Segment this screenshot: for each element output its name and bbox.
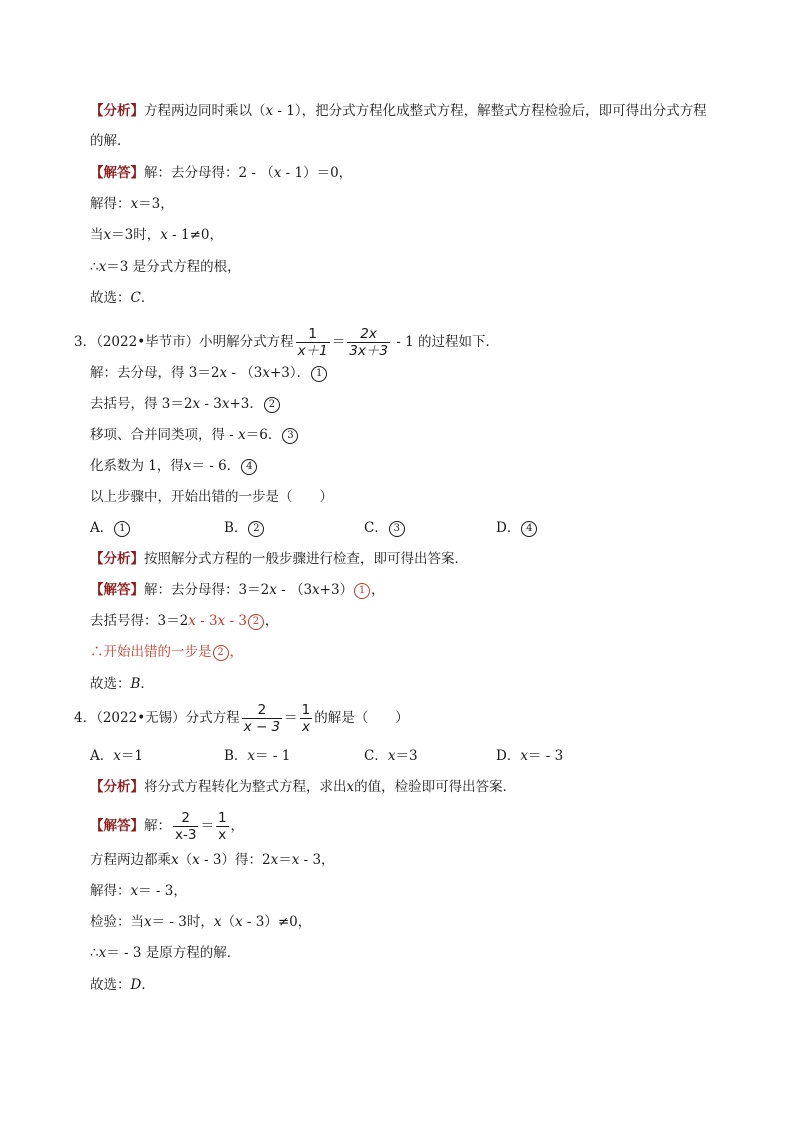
q3-solution-conclusion: ∴开始出错的一步是 2 ， xyxy=(90,644,243,660)
analysis-tag: 【分析】 xyxy=(90,551,144,567)
q4-solution: 【解答】解： $\frac{2}{x-3}$ ＝ $\frac{1}{x}$ ， xyxy=(90,810,245,843)
q2-solution-line: 【解答】解：去分母得：2 - （x - 1）＝0， xyxy=(90,165,353,181)
circled-number: 3 xyxy=(389,521,405,537)
circled-number: 4 xyxy=(241,459,257,475)
q2-step2: 当x＝3时，x - 1≠0， xyxy=(90,227,223,243)
q4-step1: 方程两边都乘x（x - 3）得：2x＝x - 3， xyxy=(90,852,335,868)
circled-number: 1 xyxy=(311,366,327,382)
q3-step1: 解：去分母，得 3＝2x - （3x+3）． 1 xyxy=(90,363,328,383)
q2-analysis-cont: 的解． xyxy=(90,133,131,149)
q4-option-c[interactable]: C．x＝3 xyxy=(364,748,418,764)
circled-number: 2 xyxy=(248,521,264,537)
solution-tag: 【解答】 xyxy=(90,818,144,834)
highlighted-expression: x - 3x - 3 2 xyxy=(188,613,265,629)
q4-stem: 4．（2022•无锡）分式方程 $\frac{2}{x - 3}$ ＝ $\frac{1}{x}$ 的解是（ ） xyxy=(74,702,409,735)
q4-step2: 解得：x＝ - 3， xyxy=(90,883,187,899)
q3-option-b[interactable]: B． 2 xyxy=(224,518,265,538)
analysis-tag: 【分析】 xyxy=(90,779,144,795)
q4-step3: 检验：当x＝ - 3时，x（x - 3）≠0， xyxy=(90,914,312,930)
fraction: $\frac{1}{x}$ xyxy=(217,810,227,843)
fraction: $\frac{1}{x}$ xyxy=(301,702,311,735)
q2-step3: ∴x＝3 是分式方程的根， xyxy=(90,259,241,275)
q3-option-a[interactable]: A． 1 xyxy=(90,518,131,538)
q4-analysis: 【分析】将分式方程转化为整式方程，求出x的值，检验即可得出答案． xyxy=(90,779,517,795)
q3-option-c[interactable]: C． 3 xyxy=(364,518,406,538)
circled-number: 1 xyxy=(114,521,130,537)
circled-number: 2 xyxy=(248,614,264,630)
q2-step1: 解得：x＝3， xyxy=(90,196,174,212)
q3-analysis: 【分析】按照解分式方程的一般步骤进行检查，即可得出答案． xyxy=(90,551,468,567)
q3-option-d[interactable]: D． 4 xyxy=(496,518,538,538)
q3-stem: 3．（2022•毕节市）小明解分式方程 $\frac{1}{x+1}$ ＝ $\frac{2x}{3x+3}$ - 1 的过程如下． xyxy=(74,326,499,359)
q3-step3: 移项、合并同类项，得 - x＝6． 3 xyxy=(90,425,299,445)
q3-step4: 化系数为 1，得x＝ - 6． 4 xyxy=(90,456,258,476)
q3-step2: 去括号，得 3＝2x - 3x+3． 2 xyxy=(90,394,281,414)
circled-number: 2 xyxy=(213,645,229,661)
fraction: $\frac{2x}{3x+3}$ xyxy=(349,326,388,359)
q3-solution: 【解答】解：去分母得：3＝2x - （3x+3） 1 ， xyxy=(90,582,385,598)
analysis-tag: 【分析】 xyxy=(90,103,144,119)
fraction: $\frac{2}{x - 3}$ xyxy=(243,702,281,735)
circled-number: 1 xyxy=(354,583,370,599)
circled-number: 2 xyxy=(264,397,280,413)
q3-question: 以上步骤中，开始出错的一步是（ ） xyxy=(90,489,333,505)
q3-solution-step2: 去括号得：3＝2x - 3x - 3 2 ， xyxy=(90,613,279,629)
q4-step4: ∴x＝ - 3 是原方程的解． xyxy=(90,945,241,961)
circled-number: 3 xyxy=(282,428,298,444)
q2-analysis-line: 【分析】方程两边同时乘以（x - 1），把分式方程化成整式方程，解整式方程检验后，即可得出分式方程 xyxy=(90,103,707,119)
solution-tag: 【解答】 xyxy=(90,582,144,598)
q4-option-d[interactable]: D．x＝ - 3 xyxy=(496,748,564,764)
q3-choose: 故选：B． xyxy=(90,676,154,692)
fraction: $\frac{1}{x+1}$ xyxy=(297,326,328,359)
q2-choose: 故选：C． xyxy=(90,290,155,306)
q4-choose: 故选：D． xyxy=(90,977,155,993)
circled-number: 4 xyxy=(521,521,537,537)
fraction: $\frac{2}{x-3}$ xyxy=(175,810,197,843)
q4-option-b[interactable]: B．x＝ - 1 xyxy=(224,748,291,764)
solution-tag: 【解答】 xyxy=(90,165,144,181)
q4-option-a[interactable]: A．x＝1 xyxy=(90,748,143,764)
